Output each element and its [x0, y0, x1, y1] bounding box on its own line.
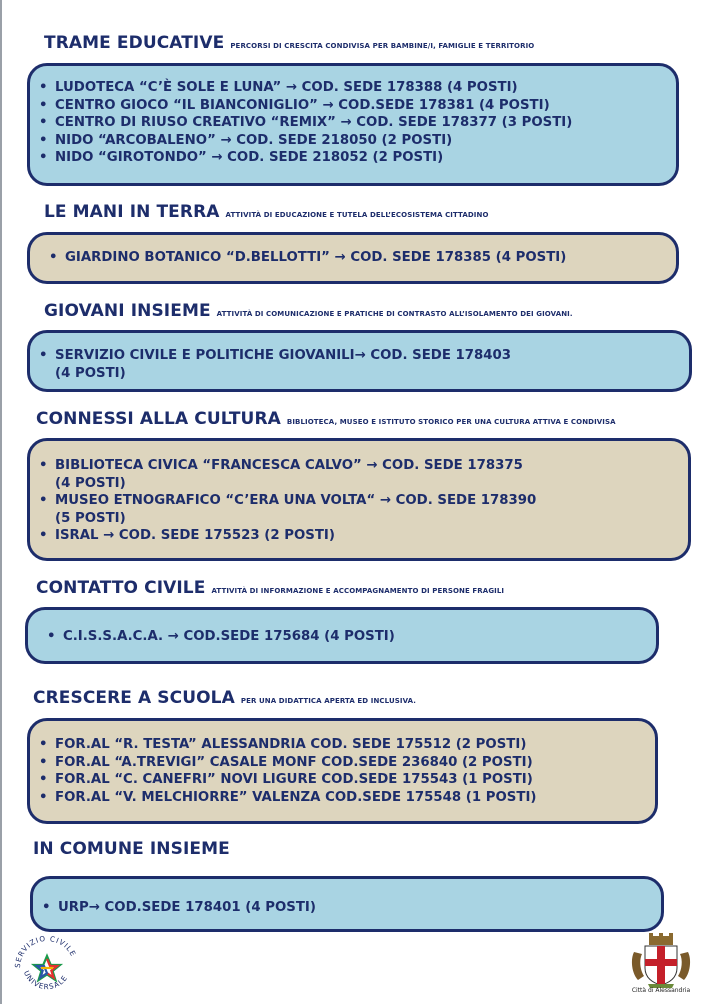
section-box-crescere-a-scuola	[27, 718, 658, 824]
section-box-contatto-civile	[25, 607, 659, 664]
item-list	[38, 736, 536, 806]
section-title: GIOVANI INSIEME	[44, 301, 211, 321]
section-box-le-mani-in-terra	[27, 232, 679, 284]
section-subtitle: ATTIVITÀ DI COMUNICAZIONE E PRATICHE DI CONTRASTO ALL’ISOLAMENTO DEI GIOVANI.	[216, 310, 573, 318]
list-item: • SERVIZIO CIVILE E POLITICHE GIOVANILI→ COD. SEDE 178403 (4 POSTI)	[38, 347, 511, 382]
section-title: CRESCERE A SCUOLA	[33, 688, 235, 708]
list-item: • CENTRO DI RIUSO CREATIVO “REMIX” → COD. SEDE 178377 (3 POSTI)	[38, 114, 572, 132]
servizio-civile-logo	[12, 934, 82, 1000]
list-item: • URP→ COD.SEDE 178401 (4 POSTI)	[41, 899, 316, 917]
svg-text:UNIVERSALE: UNIVERSALE	[21, 969, 70, 992]
list-item: • ISRAL → COD. SEDE 175523 (2 POSTI)	[38, 527, 536, 545]
item-list	[46, 628, 395, 646]
item-list	[38, 457, 536, 545]
section-subtitle: PERCORSI DI CRESCITA CONDIVISA PER BAMBINE/I, FAMIGLIE E TERRITORIO	[230, 42, 535, 50]
section-title: IN COMUNE INSIEME	[33, 839, 230, 859]
list-item: • BIBLIOTECA CIVICA “FRANCESCA CALVO” → COD. SEDE 178375 (4 POSTI)	[38, 457, 536, 492]
item-list	[38, 79, 572, 167]
section-heading-crescere-a-scuola	[33, 688, 416, 708]
section-box-giovani-insieme	[27, 330, 692, 392]
section-heading-connessi-alla-cultura	[36, 409, 616, 429]
section-heading-trame-educative	[44, 33, 534, 53]
list-item: • LUDOTECA “C’È SOLE E LUNA” → COD. SEDE 178388 (4 POSTI)	[38, 79, 572, 97]
section-box-connessi-alla-cultura	[27, 438, 691, 561]
item-list	[41, 899, 316, 917]
list-item: • FOR.AL “V. MELCHIORRE” VALENZA COD.SEDE 175548 (1 POSTI)	[38, 789, 536, 807]
list-item: • GIARDINO BOTANICO “D.BELLOTTI” → COD. SEDE 178385 (4 POSTI)	[48, 249, 566, 267]
list-item: • NIDO “GIROTONDO” → COD. SEDE 218052 (2 POSTI)	[38, 149, 572, 167]
section-heading-contatto-civile	[36, 578, 504, 598]
section-title: CONNESSI ALLA CULTURA	[36, 409, 281, 429]
list-item: • FOR.AL “A.TREVIGI” CASALE MONF COD.SEDE 236840 (2 POSTI)	[38, 754, 536, 772]
section-title: LE MANI IN TERRA	[44, 202, 220, 222]
list-item: • CENTRO GIOCO “IL BIANCONIGLIO” → COD.SEDE 178381 (4 POSTI)	[38, 97, 572, 115]
section-heading-in-comune-insieme	[33, 839, 230, 859]
section-box-in-comune-insieme	[30, 876, 664, 932]
item-list	[48, 249, 566, 267]
section-heading-giovani-insieme	[44, 301, 573, 321]
section-box-trame-educative	[27, 63, 679, 186]
svg-text:SERVIZIO CIVILE: SERVIZIO CIVILE	[12, 934, 79, 969]
page-left-rule	[0, 0, 2, 1004]
list-item: • FOR.AL “R. TESTA” ALESSANDRIA COD. SEDE 175512 (2 POSTI)	[38, 736, 536, 754]
section-title: CONTATTO CIVILE	[36, 578, 206, 598]
section-subtitle: BIBLIOTECA, MUSEO E ISTITUTO STORICO PER UNA CULTURA ATTIVA E CONDIVISA	[286, 418, 616, 426]
section-subtitle: PER UNA DIDATTICA APERTA ED INCLUSIVA.	[240, 697, 417, 705]
item-list	[38, 347, 511, 382]
section-subtitle: ATTIVITÀ DI EDUCAZIONE E TUTELA DELL’ECOSISTEMA CITTADINO	[225, 211, 489, 219]
city-caption: Città di Alessandria	[631, 987, 691, 994]
list-item: • MUSEO ETNOGRAFICO “C’ERA UNA VOLTA“ → COD. SEDE 178390 (5 POSTI)	[38, 492, 536, 527]
list-item: • C.I.S.S.A.C.A. → COD.SEDE 175684 (4 POSTI)	[46, 628, 395, 646]
list-item: • FOR.AL “C. CANEFRI” NOVI LIGURE COD.SEDE 175543 (1 POSTI)	[38, 771, 536, 789]
list-item: • NIDO “ARCOBALENO” → COD. SEDE 218050 (2 POSTI)	[38, 132, 572, 150]
section-title: TRAME EDUCATIVE	[44, 33, 225, 53]
section-subtitle: ATTIVITÀ DI INFORMAZIONE E ACCOMPAGNAMENTO DI PERSONE FRAGILI	[211, 587, 505, 595]
section-heading-le-mani-in-terra	[44, 202, 489, 222]
